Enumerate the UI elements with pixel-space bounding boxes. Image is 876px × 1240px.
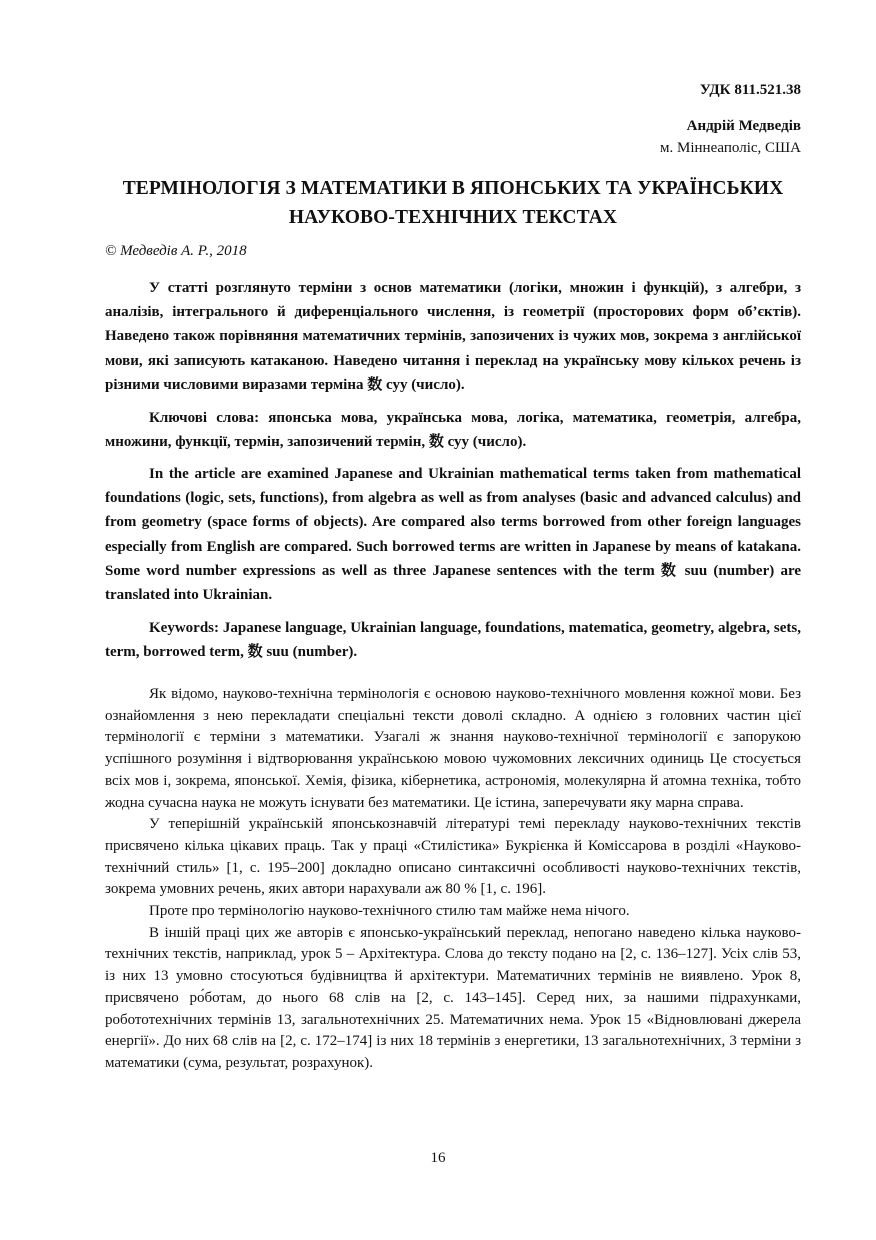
copyright-line: © Медведів А. Р., 2018 [105,243,247,259]
body-paragraph: Як відомо, науково-технічна термінологія є основою науково-технічного мовлення кожної мови. Без ознайомлення з нею перекладати спеціальні тексти доволі складно. А однією з головних частин цієї термінології є терміни з математики. Узагалі ж знання науково-технічної термінології є запорукою успішного розуміння і відтворювання українською мовою чужомовних лексичних одиниць Це стосується всіх мов і, зокрема, японської. Хемія, фізика, кібернетика, астрономія, молекулярна й атомна техніка, тобто жодна сучасна наука не можуть існувати без математики. Це істина, заперечувати яку марна справа. [105,686,801,811]
abstract-ukrainian: У статті розглянуто терміни з основ математики (логіки, множин і функцій), з алгебри, з аналізів, інтегрального й диференціального числення, із геометрії (просторових форм об’єктів). Наведено також порівняння математичних термінів, запозичених із чужих мов, зокрема з англійської мови, які записують катаканою. Наведено читання і переклад на українську мову кількох речень із різними числовими виразами терміна 数 суу (число). [105,280,801,393]
keywords-ukrainian: Ключові слова: японська мова, українська мова, логіка, математика, геометрія, алгебра, множини, функції, термін, запозичений термін, 数 суу (число). [105,410,801,451]
abstract-english: In the article are examined Japanese and Ukrainian mathematical terms taken from mathematical foundations (logic, sets, functions), from algebra as well as from analyses (basic and advanced calculus) and from geometry (space forms of objects). Are compared also terms borrowed from other foreign languages especially from English are compared. Such borrowed terms are written in Japanese by means of katakana. Some word number expressions as well as three Japanese sentences with the term 数 suu (number) are translated into Ukrainian. [105,466,801,604]
keywords-english: Keywords: Japanese language, Ukrainian language, foundations, matematica, geometry, algebra, sets, term, borrowed term, 数 suu (number). [105,620,801,661]
author-name: Андрій Медведів [686,118,801,134]
author-city: м. Міннеаполіс, США [660,140,801,156]
article-body [105,684,801,1075]
page-number: 16 [430,1150,446,1166]
udc-code: УДК 811.521.38 [699,82,801,98]
article-title: ТЕРМІНОЛОГІЯ З МАТЕМАТИКИ В ЯПОНСЬКИХ ТА УКРАЇНСЬКИХ НАУКОВО-ТЕХНІЧНИХ ТЕКСТАХ [122,178,784,228]
body-paragraph: Проте про термінологію науково-технічного стилю там майже нема нічого. [149,903,630,920]
body-paragraph: В іншій праці цих же авторів є японсько-український переклад, непогано наведено кілька науково-технічних текстів, наприклад, урок 5 – Архітектура. Слова до тексту подано на [2, с. 136–127]. Усіх слів 53, із них 13 умовно стосуються будівництва й архітектури. Математичних термінів не виявлено. Урок 8, присвячено ро́ботам, до нього 68 слів на [2, с. 143–145]. Серед них, за нашими підрахунками, робототехнічних термінів 13, загальнотехнічних 25. Математичних нема. Урок 15 «Відновлювані джерела енергії». До них 68 слів на [2, с. 172–174] із них 18 термінів з енергетики, 13 загальнотехнічних, 3 терміни з математики (сума, результат, розрахунок). [105,924,801,1071]
body-paragraph: У теперішній українській японськознавчій літературі темі перекладу науково-технічних текстів присвячено кілька цікавих праць. Так у праці «Стилістика» Букрієнка й Коміссарова в розділі «Науково-технічний стиль» [1, с. 195–200] докладно описано синтаксичні особливості науково-технічних текстів, зокрема умовних речень, яких автори нарахували аж 80 % [1, с. 196]. [105,816,801,898]
